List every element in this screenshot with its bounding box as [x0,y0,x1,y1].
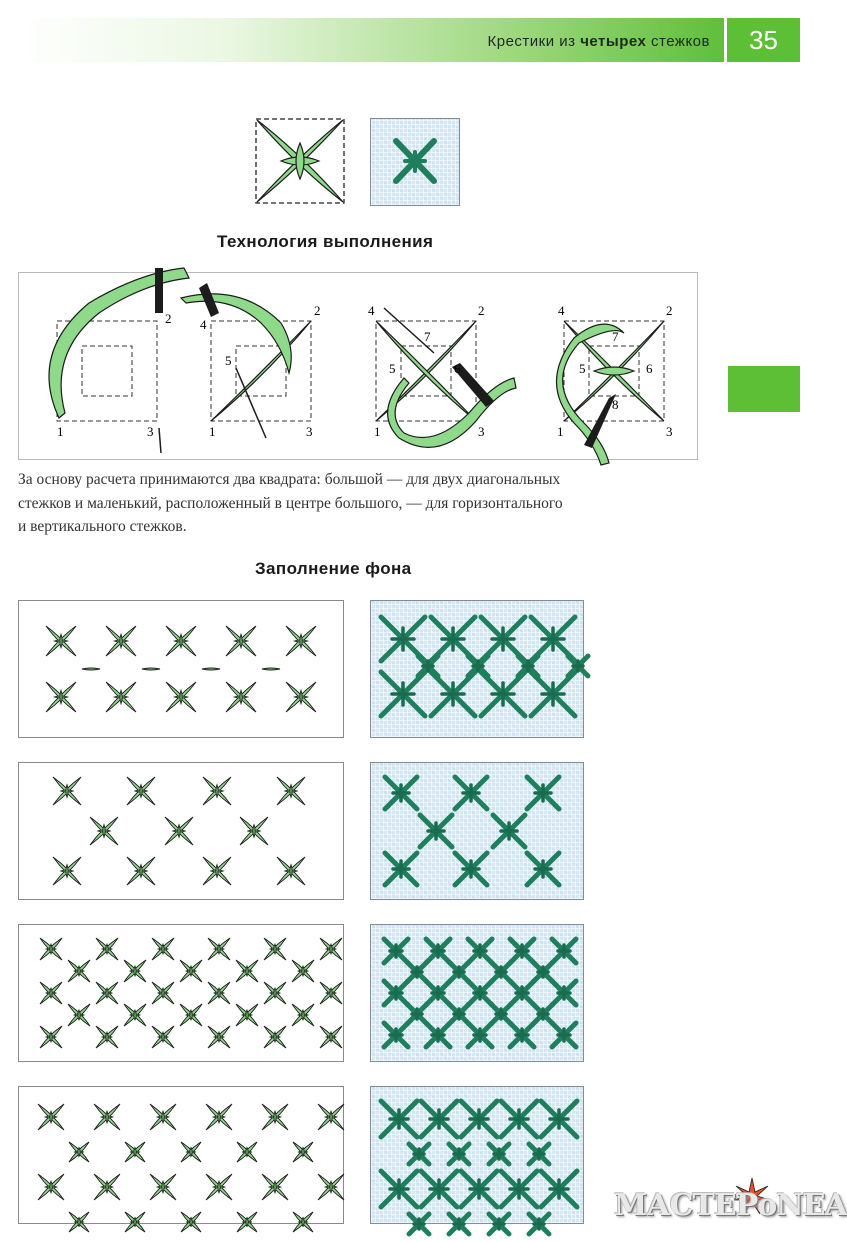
stitch-leaf [218,1032,220,1042]
page-number: 35 [727,18,800,62]
step-4-label: 2 [666,303,673,318]
fill-pattern-photo-2 [370,762,584,900]
fill-pattern-photo-3 [370,924,584,1062]
stitch-leaf [120,690,122,704]
description-line: За основу расчета принимаются два квадрата: большой — для двух диагональных [18,471,561,488]
stitch-leaf [300,634,302,648]
stitch-leaf [218,1111,220,1123]
stitch-leaf [246,966,248,976]
step-3-label: 7 [424,329,431,344]
stitch-leaf [50,988,52,998]
stitch-leaf [330,1032,332,1042]
stitch-leaf [106,1111,108,1123]
stitch-leaf [60,690,62,704]
description-line: и вертикального стежков. [18,518,187,535]
description-line: стежков и маленький, расположенный в центре большого, — для горизонтального [18,494,563,512]
step-3-label: 6 [454,361,461,376]
stitch-leaf [162,944,164,954]
side-tab [728,366,800,412]
stitch-leaf [240,690,242,704]
stitch-leaf [106,1181,108,1193]
stitch-leaf [162,1032,164,1042]
stitch-leaf [134,966,136,976]
stitch-leaf [66,785,68,798]
stitch-leaf [78,966,80,976]
step-2-label: 4 [200,317,207,332]
stitch-leaf [216,865,218,878]
step-3-label: 5 [389,361,396,376]
stitch-leaf [162,1111,164,1123]
step-4-label: 8 [612,397,619,412]
stitch-leaf [50,1111,52,1123]
stitch-leaf [180,690,182,704]
fill-pattern-diagram-3 [18,924,344,1062]
stitch-leaf [302,1010,304,1020]
stitch-leaf [103,825,105,838]
step-4-label: 7 [612,329,619,344]
stitch-leaf [274,1111,276,1123]
background-fill-heading: Заполнение фона [255,559,412,578]
stitch-leaf [78,1010,80,1020]
fill-pattern-diagram-4 [18,1086,344,1224]
stitch-leaf [190,1010,192,1020]
stitch-leaf [190,1148,192,1157]
stitch-leaf [240,634,242,648]
stitch-leaf [262,668,280,670]
stitch-leaf [246,1218,248,1227]
stitch-leaf [50,1032,52,1042]
stitch-leaf [290,865,292,878]
step-4-label: 5 [579,361,586,376]
fill-pattern-photo-4 [370,1086,584,1224]
step-2-diagram [181,273,341,458]
technology-steps-box [18,272,698,460]
stitch-leaf [142,668,160,670]
stitch-leaf [134,1218,136,1227]
stitch-leaf [302,966,304,976]
stitch-leaf [330,944,332,954]
stitch-leaf [274,944,276,954]
stitch-leaf [180,634,182,648]
technology-heading: Технология выполнения [217,232,434,251]
stitch-leaf [246,1148,248,1157]
stitch-leaf [300,690,302,704]
stitch-leaf [134,1148,136,1157]
step-4-label: 1 [557,424,564,439]
step-1-label: 3 [147,424,154,439]
step-3-label: 2 [478,303,485,318]
step-2-label: 1 [209,424,216,439]
stitch-leaf [106,944,108,954]
stitch-leaf [218,1181,220,1193]
stitch-leaf [202,668,220,670]
stitch-leaf [60,634,62,648]
step-3-label: 1 [374,424,381,439]
example-stitch-photo [370,118,460,206]
stitch-leaf [78,1148,80,1157]
fill-pattern-diagram-2 [18,762,344,900]
step-4-label: 3 [666,424,673,439]
stitch-leaf [162,988,164,998]
step-4-label: 4 [558,303,565,318]
step-3-label: 4 [368,303,375,318]
stitch-leaf [82,668,100,670]
step-1-label: 2 [165,311,172,326]
stitch-leaf [106,1032,108,1042]
step-4-diagram [524,273,696,458]
stitch-leaf [302,1218,304,1227]
fill-pattern-diagram-1 [18,600,344,738]
stitch-leaf [78,1218,80,1227]
watermark-logo: МАСТЕРоNEA [614,1188,847,1223]
step-3-diagram [354,273,519,458]
description-text [18,468,708,539]
fill-pattern-photo-1 [370,600,584,738]
stitch-leaf [106,988,108,998]
stitch-leaf [162,1181,164,1193]
stitch-leaf [50,944,52,954]
stitch-leaf [190,1218,192,1227]
page-header-title: Крестики из четырех стежков [487,33,710,50]
stitch-leaf [134,1010,136,1020]
stitch-leaf [330,1111,332,1123]
stitch-leaf [178,825,180,838]
stitch-leaf [120,634,122,648]
example-stitch-diagram [255,118,347,206]
stitch-leaf [302,1148,304,1157]
stitch-leaf [274,1032,276,1042]
step-4-label: 6 [646,361,653,376]
stitch-leaf [218,988,220,998]
stitch-leaf [330,988,332,998]
step-2-label: 2 [314,303,321,318]
stitch-leaf [246,1010,248,1020]
step-3-label: 3 [478,424,485,439]
stitch-leaf [274,988,276,998]
stitch-leaf [140,785,142,798]
stitch-leaf [274,1181,276,1193]
step-2-label: 5 [225,353,232,368]
stitch-leaf [330,1181,332,1193]
stitch-leaf [66,865,68,878]
stitch-leaf [140,865,142,878]
stitch-leaf [253,825,255,838]
stitch-leaf [50,1181,52,1193]
stitch-leaf [218,944,220,954]
step-2-label: 3 [306,424,313,439]
step-1-label: 1 [57,424,64,439]
stitch-leaf [190,966,192,976]
stitch-leaf [290,785,292,798]
stitch-leaf [216,785,218,798]
step-1-diagram [29,273,189,458]
